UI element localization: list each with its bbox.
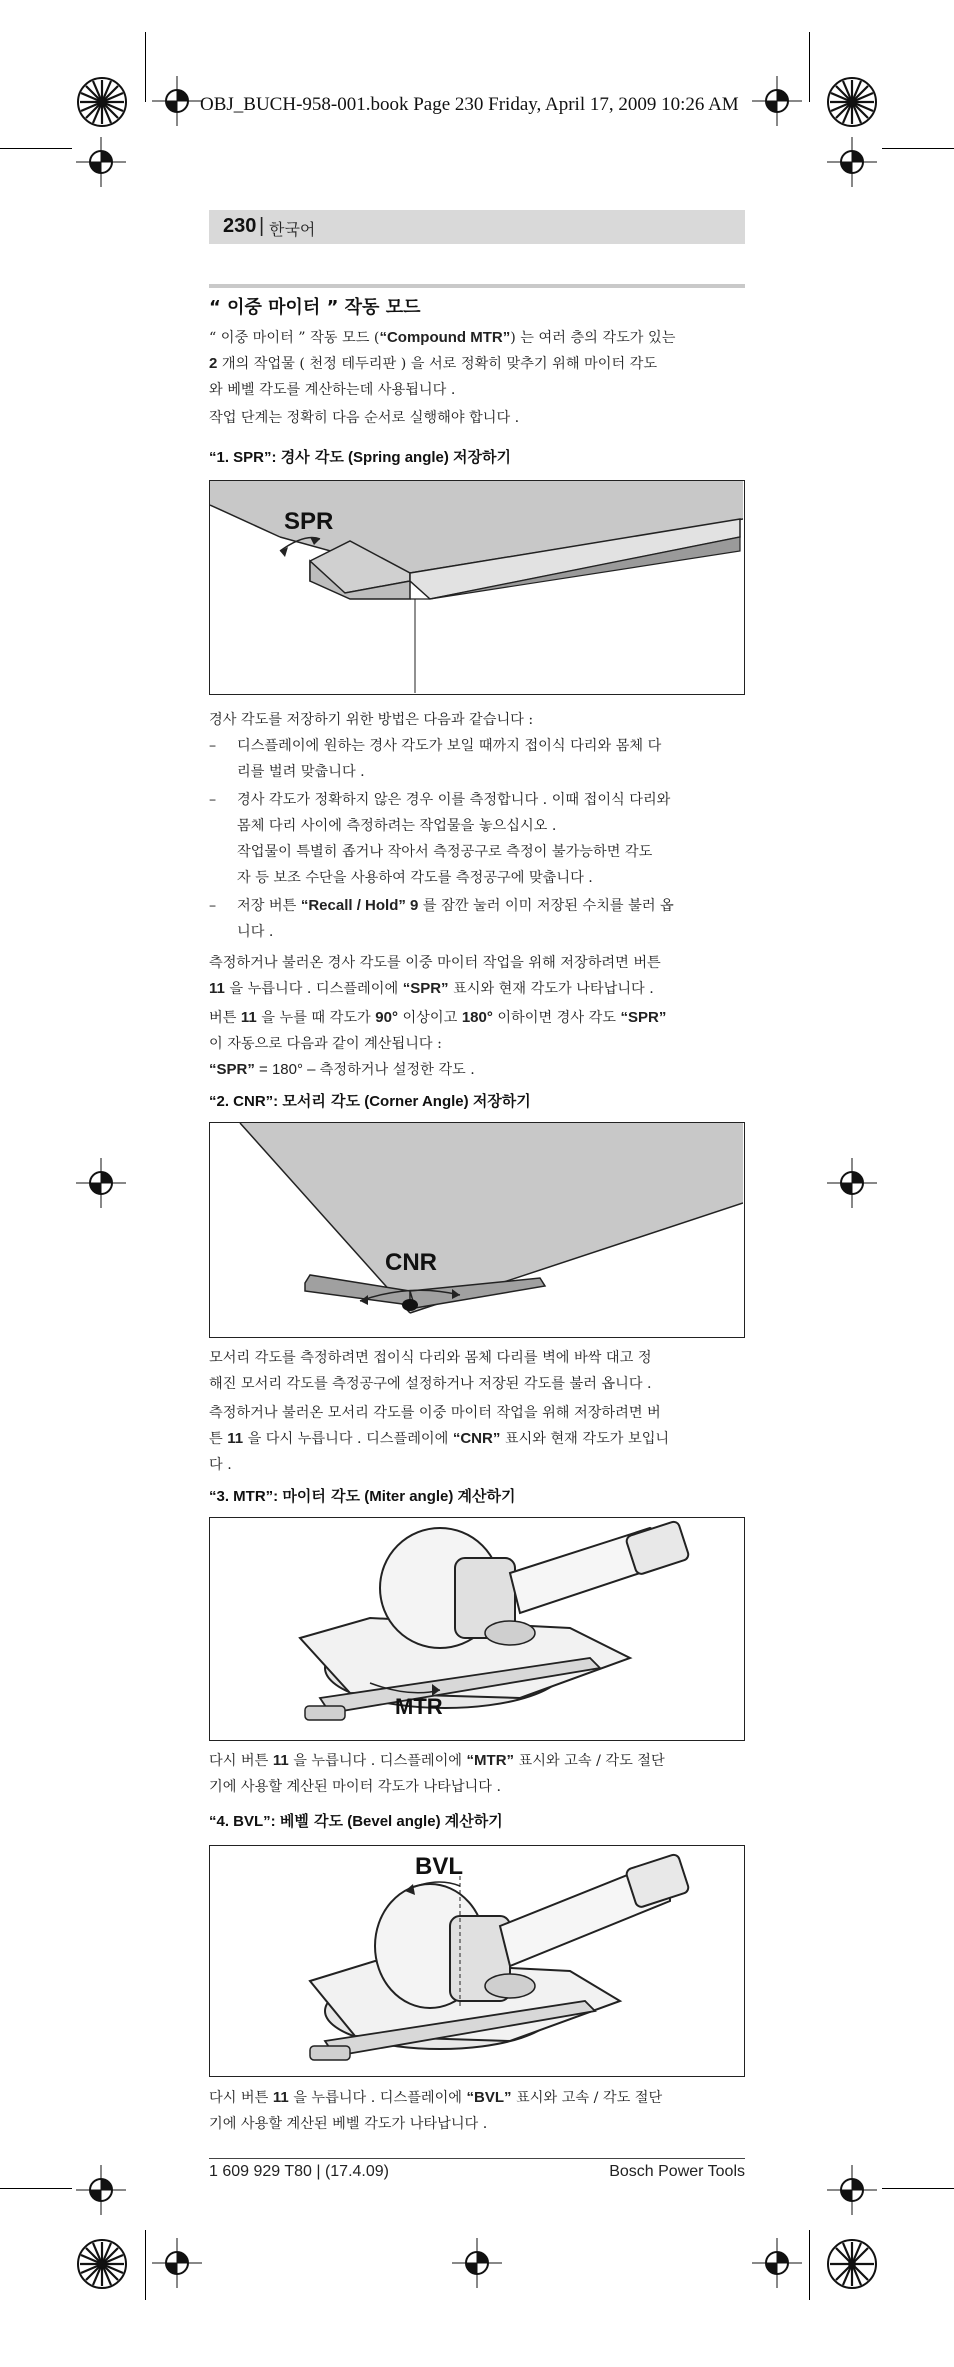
step1-auto-paragraph: 버튼 11 을 누를 때 각도가 90° 이상이고 180° 이하이면 경사 각도 “SPR” 이 자동으로 다음과 같이 계산됩니다 : “SPR” = 180° – 측정하거나 설정한 각도 . <box>209 1009 667 1078</box>
page-header-band <box>209 210 745 244</box>
registration-crosshair-icon <box>827 137 877 187</box>
page-language: 한국어 <box>269 220 316 239</box>
registration-crosshair-icon <box>752 76 802 126</box>
step1-bullet-3: – 저장 버튼 “Recall / Hold” 9 를 잠깐 눌러 이미 저장된 수치를 불러 옵 니다 . <box>209 897 674 940</box>
section-title: “ 이중 마이터 ” 작동 모드 <box>209 297 421 318</box>
step2-heading: “2. CNR”: 모서리 각도 (Corner Angle) 저장하기 <box>209 1092 531 1110</box>
cnr-label: CNR <box>385 1249 437 1276</box>
mtr-figure <box>209 1517 745 1741</box>
registration-starburst-icon <box>826 2238 878 2290</box>
cnr-figure <box>209 1122 745 1338</box>
footer-doc-number: 1 609 929 T80 | (17.4.09) <box>209 2163 389 2180</box>
registration-crosshair-icon <box>152 2238 202 2288</box>
step1-save-paragraph: 측정하거나 불러온 경사 각도를 이중 마이터 작업을 위해 저장하려면 버튼 11 을 누릅니다 . 디스플레이에 “SPR” 표시와 현재 각도가 나타납니다 . <box>209 955 661 997</box>
step3-paragraph: 다시 버튼 11 을 누릅니다 . 디스플레이에 “MTR” 표시와 고속 / 각도 절단 기에 사용할 계산된 마이터 각도가 나타납니다 . <box>209 1752 665 1795</box>
book-file-header: OBJ_BUCH-958-001.book Page 230 Friday, April 17, 2009 10:26 AM <box>200 94 739 115</box>
step1-bullet-1: – 디스플레이에 원하는 경사 각도가 보일 때까지 접이식 다리와 몸체 다 리를 벌려 맞춥니다 . <box>209 738 662 780</box>
footer-rule <box>209 2158 745 2159</box>
step4-heading: “4. BVL”: 베벨 각도 (Bevel angle) 계산하기 <box>209 1812 503 1830</box>
registration-starburst-icon <box>76 2238 128 2290</box>
step1-text: 경사 각도를 저장하기 위한 방법은 다음과 같습니다 : <box>209 712 534 728</box>
instruction-paragraph: 작업 단계는 정확히 다음 순서로 실행해야 합니다 . <box>209 410 520 426</box>
spr-figure <box>209 480 745 695</box>
registration-crosshair-icon <box>827 2165 877 2215</box>
registration-crosshair-icon <box>76 137 126 187</box>
bvl-label: BVL <box>415 1853 463 1880</box>
bvl-figure <box>209 1845 745 2077</box>
step1-bullet-2: – 경사 각도가 정확하지 않은 경우 이를 측정합니다 . 이때 접이식 다리와 몸체 다리 사이에 측정하려는 작업물을 놓으십시오 . 작업물이 특별히 좁거나 작아서 측정공구로 측정이 불가능하면 각도 자 등 보조 수단을 사용하여 각도를 측정공구에 맞춥니다 . <box>209 792 671 886</box>
registration-starburst-icon <box>76 76 128 128</box>
page-separator: | <box>259 215 265 237</box>
registration-crosshair-icon <box>76 1158 126 1208</box>
registration-crosshair-icon <box>152 76 202 126</box>
page-number: 230 <box>223 215 257 237</box>
registration-crosshair-icon <box>827 1158 877 1208</box>
intro-paragraph: “ 이중 마이터 ” 작동 모드 (“Compound MTR”) 는 여러 층의 각도가 있는 2 개의 작업물 ( 천정 테두리판 ) 을 서로 정확히 맞추기 위해 마이터 각도 와 베벨 각도를 계산하는데 사용됩니다 . <box>209 329 676 398</box>
step1-heading: “1. SPR”: 경사 각도 (Spring angle) 저장하기 <box>209 448 512 466</box>
step3-heading: “3. MTR”: 마이터 각도 (Miter angle) 계산하기 <box>209 1487 516 1505</box>
registration-crosshair-icon <box>76 2165 126 2215</box>
step4-paragraph: 다시 버튼 11 을 누릅니다 . 디스플레이에 “BVL” 표시와 고속 / 각도 절단 기에 사용할 계산된 베벨 각도가 나타납니다 . <box>209 2089 663 2132</box>
footer-brand: Bosch Power Tools <box>609 2163 745 2180</box>
step2-measure-paragraph: 모서리 각도를 측정하려면 접이식 다리와 몸체 다리를 벽에 바싹 대고 정 해진 모서리 각도를 측정공구에 설정하거나 저장된 각도를 불러 옵니다 . <box>209 1350 652 1392</box>
registration-starburst-icon <box>826 76 878 128</box>
mtr-label: MTR <box>395 1694 443 1719</box>
registration-crosshair-icon <box>752 2238 802 2288</box>
spr-label: SPR <box>284 508 334 535</box>
registration-crosshair-icon <box>452 2238 502 2288</box>
step2-save-paragraph: 측정하거나 불러온 모서리 각도를 이중 마이터 작업을 위해 저장하려면 버 튼 11 을 다시 누릅니다 . 디스플레이에 “CNR” 표시와 현재 각도가 보입니 다 . <box>209 1405 670 1473</box>
section-rule <box>209 284 745 288</box>
